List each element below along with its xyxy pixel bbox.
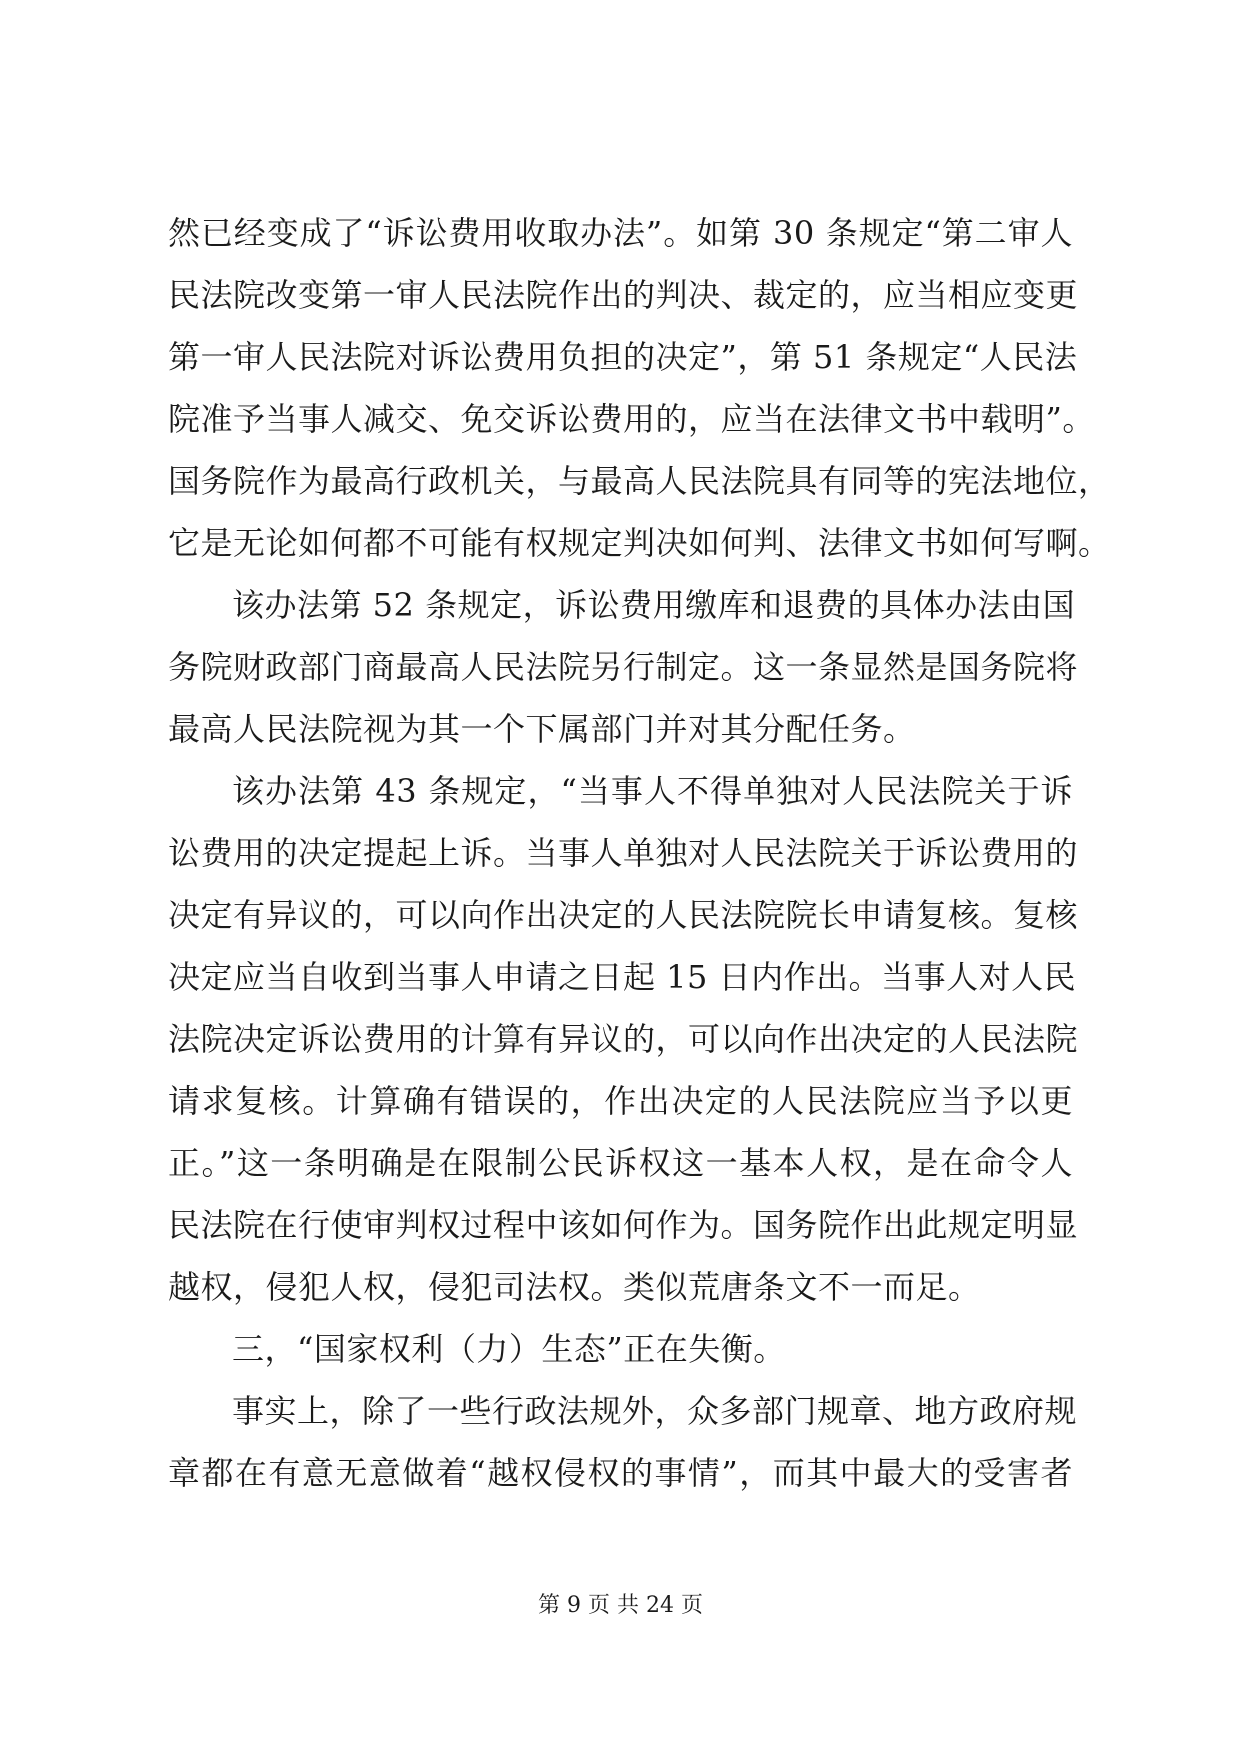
text-line: 讼费用的决定提起上诉。当事人单独对人民法院关于诉讼费用的: [168, 834, 1079, 872]
text-line: 请求复核。计算确有错误的，作出决定的人民法院应当予以更: [168, 1082, 1073, 1120]
text-line: 国务院作为最高行政机关，与最高人民法院具有同等的宪法地位，: [168, 462, 1111, 500]
text-line: 院准予当事人减交、免交诉讼费用的，应当在法律文书中载明”。: [168, 400, 1095, 438]
text-line: 越权，侵犯人权，侵犯司法权。类似荒唐条文不一而足。: [168, 1268, 981, 1306]
section-heading: 三，“国家权利（力）生态”正在失衡。: [232, 1330, 786, 1368]
text-line: 事实上，除了一些行政法规外，众多部门规章、地方政府规: [232, 1392, 1078, 1430]
text-line: 务院财政部门商最高人民法院另行制定。这一条显然是国务院将: [168, 648, 1079, 686]
text-line: 该办法第 52 条规定，诉讼费用缴库和退费的具体办法由国: [232, 586, 1076, 624]
text-line: 它是无论如何都不可能有权规定判决如何判、法律文书如何写啊。: [168, 524, 1111, 562]
text-line: 决定应当自收到当事人申请之日起 15 日内作出。当事人对人民: [168, 958, 1077, 996]
text-line: 正。”这一条明确是在限制公民诉权这一基本人权，是在命令人: [168, 1144, 1073, 1182]
text-line: 第一审人民法院对诉讼费用负担的决定”，第 51 条规定“人民法: [168, 338, 1078, 376]
text-line: 该办法第 43 条规定，“当事人不得单独对人民法院关于诉: [232, 772, 1073, 810]
text-line: 法院决定诉讼费用的计算有异议的，可以向作出决定的人民法院: [168, 1020, 1079, 1058]
page-number-footer: 第 9 页 共 24 页: [538, 1593, 703, 1618]
text-line: 最高人民法院视为其一个下属部门并对其分配任务。: [168, 710, 916, 748]
text-line: 民法院在行使审判权过程中该如何作为。国务院作出此规定明显: [168, 1206, 1079, 1244]
text-line: 决定有异议的，可以向作出决定的人民法院院长申请复核。复核: [168, 896, 1079, 934]
text-line: 章都在有意无意做着“越权侵权的事情”，而其中最大的受害者: [168, 1454, 1073, 1492]
text-line: 民法院改变第一审人民法院作出的判决、裁定的，应当相应变更: [168, 276, 1079, 314]
text-line: 然已经变成了“诉讼费用收取办法”。如第 30 条规定“第二审人: [168, 214, 1073, 252]
